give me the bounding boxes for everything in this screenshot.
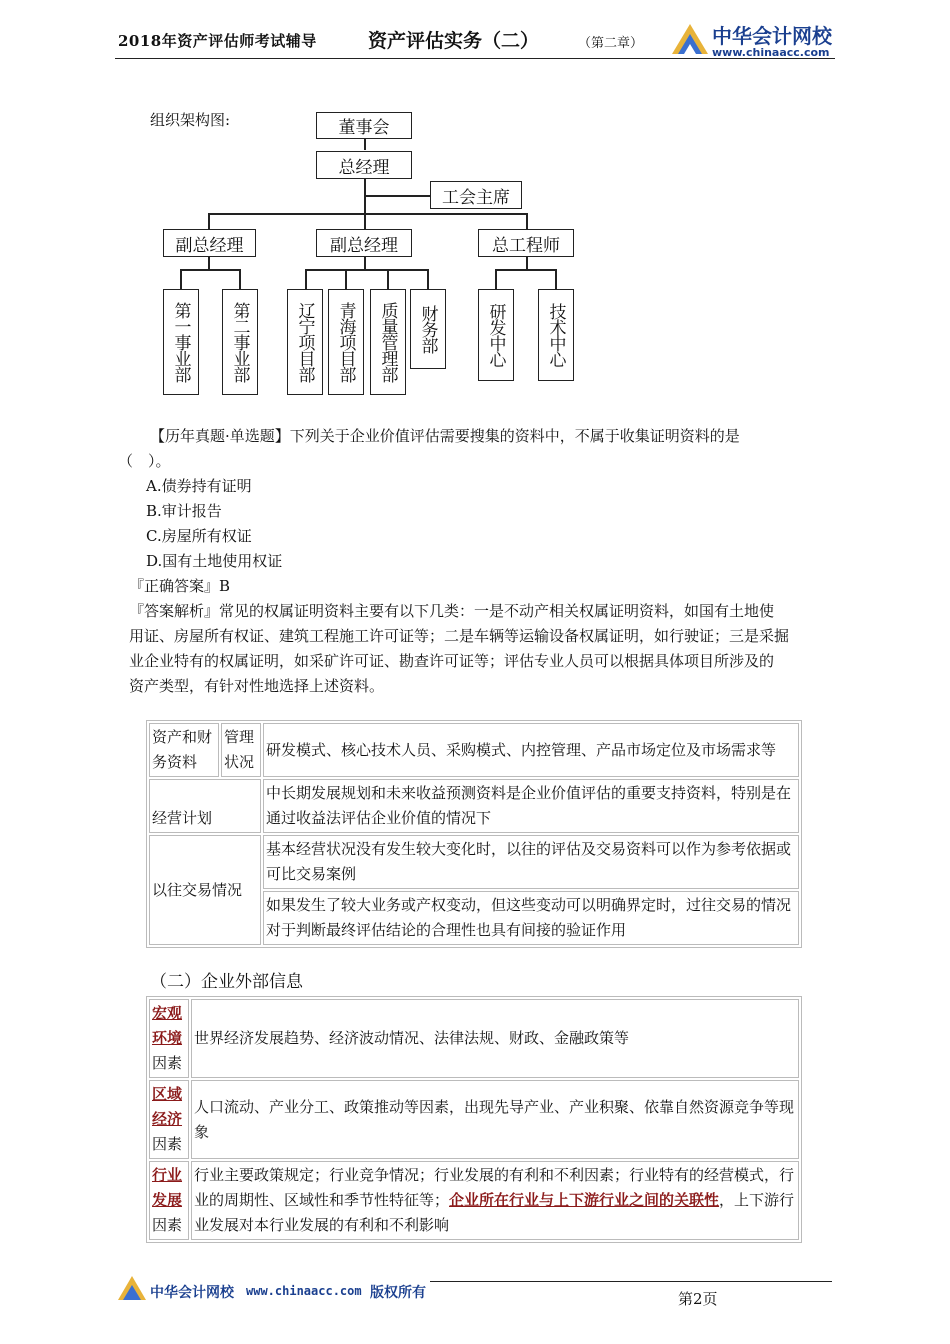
table-cell: 以往交易情况: [149, 835, 261, 945]
header-chapter: （第二章）: [578, 36, 644, 51]
option-c: C.房屋所有权证: [146, 527, 252, 545]
logo-name: 中华会计网校: [712, 24, 832, 48]
org-box-board: 董事会: [316, 112, 412, 139]
analysis-line: 资产类型，有针对性地选择上述资料。: [129, 677, 385, 695]
table-row: [149, 835, 799, 889]
org-box-dept-1: 第一事业部: [163, 289, 199, 395]
analysis-line: 『答案解析』常见的权属证明资料主要有以下几类：一是不动产相关权属证明资料，如国有土地使: [129, 602, 775, 620]
footer-brand: 中华会计网校: [150, 1285, 234, 1301]
org-box-gm: 总经理: [316, 151, 412, 179]
org-box-dept-3: 辽宁项目部: [287, 289, 323, 395]
question-blank: （ ）。: [118, 452, 171, 470]
table-row: [149, 723, 799, 777]
table-cell: [149, 999, 189, 1078]
page-number: 第2页: [678, 1290, 718, 1308]
data-table-company-info: [146, 720, 802, 948]
analysis-line: 业企业特有的权属证明，如采矿许可证、勘查许可证等；评估专业人员可以根据具体项目所涉及的: [129, 652, 775, 670]
table-cell: 资产和财务资料: [149, 723, 219, 777]
org-box-dept-2: 第二事业部: [222, 289, 258, 395]
key-term[interactable]: 行业: [152, 1166, 183, 1184]
table-cell: 管理状况: [221, 723, 261, 777]
org-box-dept-5: 质量管理部: [370, 289, 406, 395]
table-row: [149, 779, 799, 833]
org-box-dept-8: 技术中心: [538, 289, 574, 381]
org-box-dept-6: 财务部: [410, 289, 446, 369]
table-row: [149, 1080, 799, 1159]
table-cell: 人口流动、产业分工、政策推动等因素，出现先导产业、产业积聚、依靠自然资源竞争等现象: [191, 1080, 799, 1159]
table-cell: 中长期发展规划和未来收益预测资料是企业价值评估的重要支持资料，特别是在通过收益法评估企业价值的情况下: [263, 779, 799, 833]
org-chart: [0, 0, 950, 420]
org-box-chief-engineer: 总工程师: [478, 229, 574, 257]
table-cell: 如果发生了较大业务或产权变动，但这些变动可以明确界定时，过往交易的情况对于判断最终评估结论的合理性也具有间接的验证作用: [263, 891, 799, 945]
org-chart-caption: 组织架构图:: [150, 111, 231, 129]
key-term[interactable]: 发展: [152, 1191, 183, 1209]
option-d: D.国有土地使用权证: [146, 552, 283, 570]
org-box-union: 工会主席: [430, 181, 522, 209]
correct-answer: 『正确答案』B: [129, 577, 231, 595]
cell-text: 行业主要政策规定；行业竞争情况；行业发展的有利和不利因素；行业特有的经营模式，行业的周期性、区域性和季节性特征等；: [194, 1166, 795, 1209]
table-cell: [149, 1161, 189, 1240]
footer-rights: 版权所有: [370, 1285, 426, 1301]
key-term[interactable]: 经济: [152, 1110, 183, 1128]
cell-text: 因素: [152, 1216, 183, 1234]
key-term[interactable]: 环境: [152, 1029, 183, 1047]
data-table-external-info: [146, 996, 802, 1243]
org-box-dept-4: 青海项目部: [328, 289, 364, 395]
table-cell: 经营计划: [149, 779, 261, 833]
logo-url[interactable]: www.chinaacc.com: [712, 46, 830, 59]
table-cell: 研发模式、核心技术人员、采购模式、内控管理、产品市场定位及市场需求等: [263, 723, 799, 777]
footer-divider: [430, 1281, 832, 1282]
table-cell: [149, 1080, 189, 1159]
footer-logo-icon: [116, 1274, 148, 1302]
header-title: 资产评估实务（二）: [368, 30, 540, 52]
table-row: [149, 1161, 799, 1240]
footer-url[interactable]: www.chinaacc.com: [246, 1284, 362, 1298]
key-term[interactable]: 宏观: [152, 1004, 183, 1022]
header-left-text: 2018年资产评估师考试辅导: [118, 32, 317, 50]
section-heading: （二）企业外部信息: [150, 972, 303, 992]
org-box-dept-7: 研发中心: [478, 289, 514, 381]
table-row: [149, 999, 799, 1078]
cell-text: 因素: [152, 1054, 183, 1072]
table-cell: [191, 1161, 799, 1240]
option-a: A.债券持有证明: [146, 477, 252, 495]
cell-text: 因素: [152, 1135, 183, 1153]
key-term[interactable]: 区域: [152, 1085, 183, 1103]
cell-text: ，上下游行业发展对本行业发展的有利和不利影响: [194, 1191, 795, 1234]
highlighted-text[interactable]: 企业所在行业与上下游行业之间的关联性: [449, 1191, 720, 1209]
table-cell: 世界经济发展趋势、经济波动情况、法律法规、财政、金融政策等: [191, 999, 799, 1078]
table-cell: 基本经营状况没有发生较大变化时，以往的评估及交易资料可以作为参考依据或可比交易案例: [263, 835, 799, 889]
option-b: B.审计报告: [146, 502, 222, 520]
question-stem: 【历年真题·单选题】下列关于企业价值评估需要搜集的资料中，不属于收集证明资料的是: [150, 427, 740, 445]
org-box-deputy-gm-2: 副总经理: [316, 229, 412, 257]
org-box-deputy-gm-1: 副总经理: [163, 229, 256, 257]
analysis-line: 用证、房屋所有权证、建筑工程施工许可证等；二是车辆等运输设备权属证明，如行驶证；三是采掘: [129, 627, 790, 645]
